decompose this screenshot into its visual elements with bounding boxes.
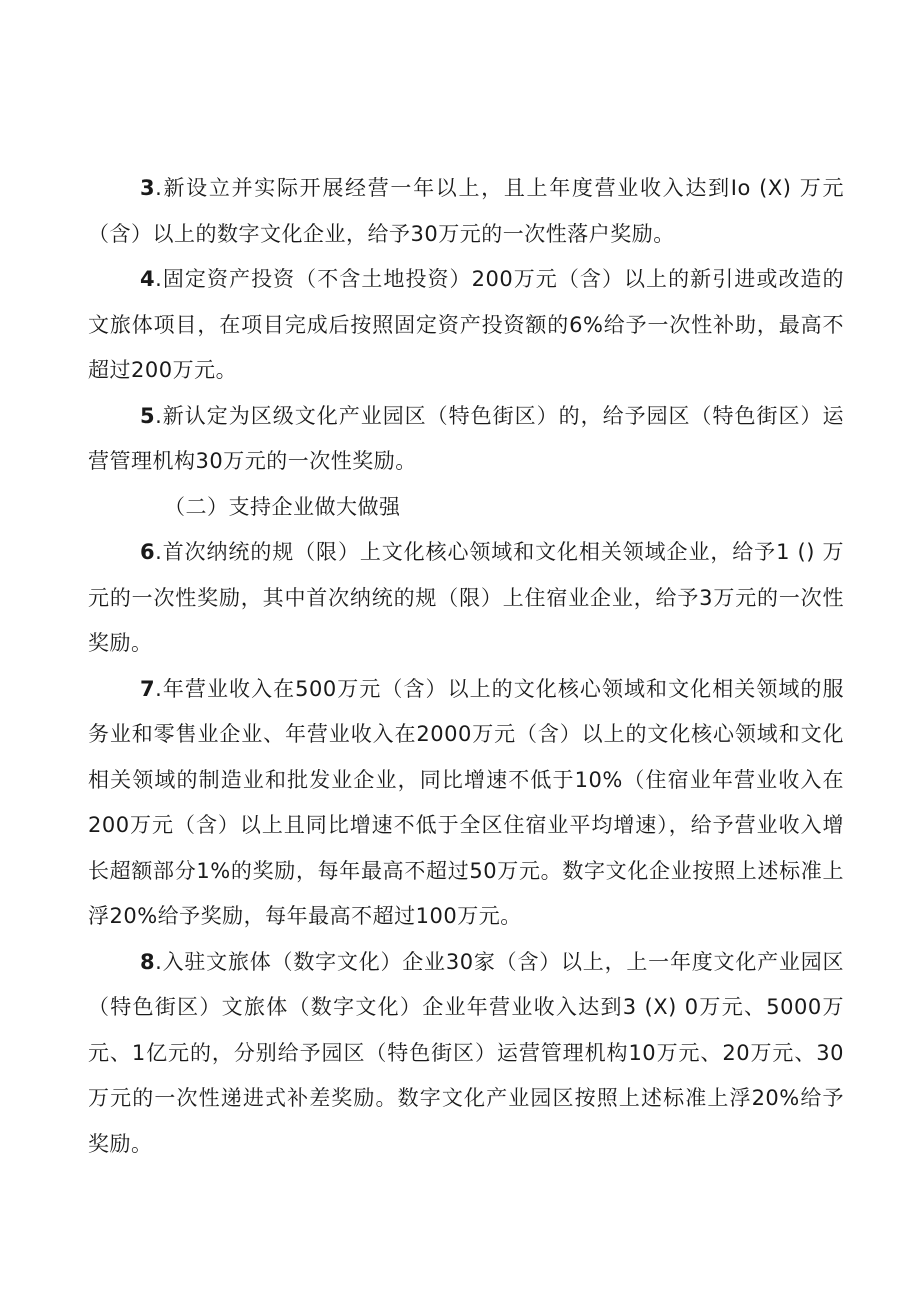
document-body bbox=[88, 166, 844, 1167]
item-number: 4 bbox=[140, 267, 156, 291]
paragraph-text: .新认定为区级文化产业园区（特色街区）的，给予园区（特色街区）运营管理机构30万元的一次性奖励。 bbox=[88, 403, 844, 473]
section-heading: （二）支持企业做大做强 bbox=[164, 494, 401, 519]
paragraph-item-6 bbox=[88, 530, 844, 667]
paragraph-text: .固定资产投资（不含土地投资）200万元（含）以上的新引进或改造的文旅体项目，在项目完成后按照固定资产投资额的6%给予一次性补助，最高不超过200万元。 bbox=[88, 267, 844, 382]
paragraph-item-8 bbox=[88, 940, 844, 1168]
paragraph-text: .首次纳统的规（限）上文化核心领域和文化相关领域企业，给予1 () 万元的一次性奖励，其中首次纳统的规（限）上住宿业企业，给予3万元的一次性奖励。 bbox=[88, 540, 844, 655]
paragraph-text: .新设立并实际开展经营一年以上，且上年度营业收入达到Io (X) 万元（含）以上的数字文化企业，给予30万元的一次性落户奖励。 bbox=[88, 176, 844, 246]
item-number: 8 bbox=[140, 949, 156, 974]
paragraph-item-3 bbox=[88, 166, 844, 257]
paragraph-item-4 bbox=[88, 257, 844, 394]
item-number: 7 bbox=[140, 676, 156, 701]
item-number: 3 bbox=[140, 176, 156, 200]
paragraph-item-5 bbox=[88, 394, 844, 485]
paragraph-text: .入驻文旅体（数字文化）企业30家（含）以上，上一年度文化产业园区（特色街区）文旅体（数字文化）企业年营业收入达到3 (X) 0万元、5000万元、1亿元的，分别给予园区（特色街区）运营管理机构10万元、20万元、30万元的一次性递进式补差奖励。数字文化产业园区按照上述标准上浮20%给予奖励。 bbox=[88, 949, 844, 1156]
item-number: 6 bbox=[140, 540, 156, 564]
paragraph-item-7 bbox=[88, 667, 844, 940]
item-number: 5 bbox=[140, 403, 156, 428]
paragraph-text: .年营业收入在500万元（含）以上的文化核心领域和文化相关领域的服务业和零售业企业、年营业收入在2000万元（含）以上的文化核心领域和文化相关领域的制造业和批发业企业，同比增速不低于10%（住宿业年营业收入在200万元（含）以上且同比增速不低于全区住宿业平均增速），给予营业收入增长超额部分1%的奖励，每年最高不超过50万元。数字文化企业按照上述标准上浮20%给予奖励，每年最高不超过100万元。 bbox=[88, 676, 844, 928]
